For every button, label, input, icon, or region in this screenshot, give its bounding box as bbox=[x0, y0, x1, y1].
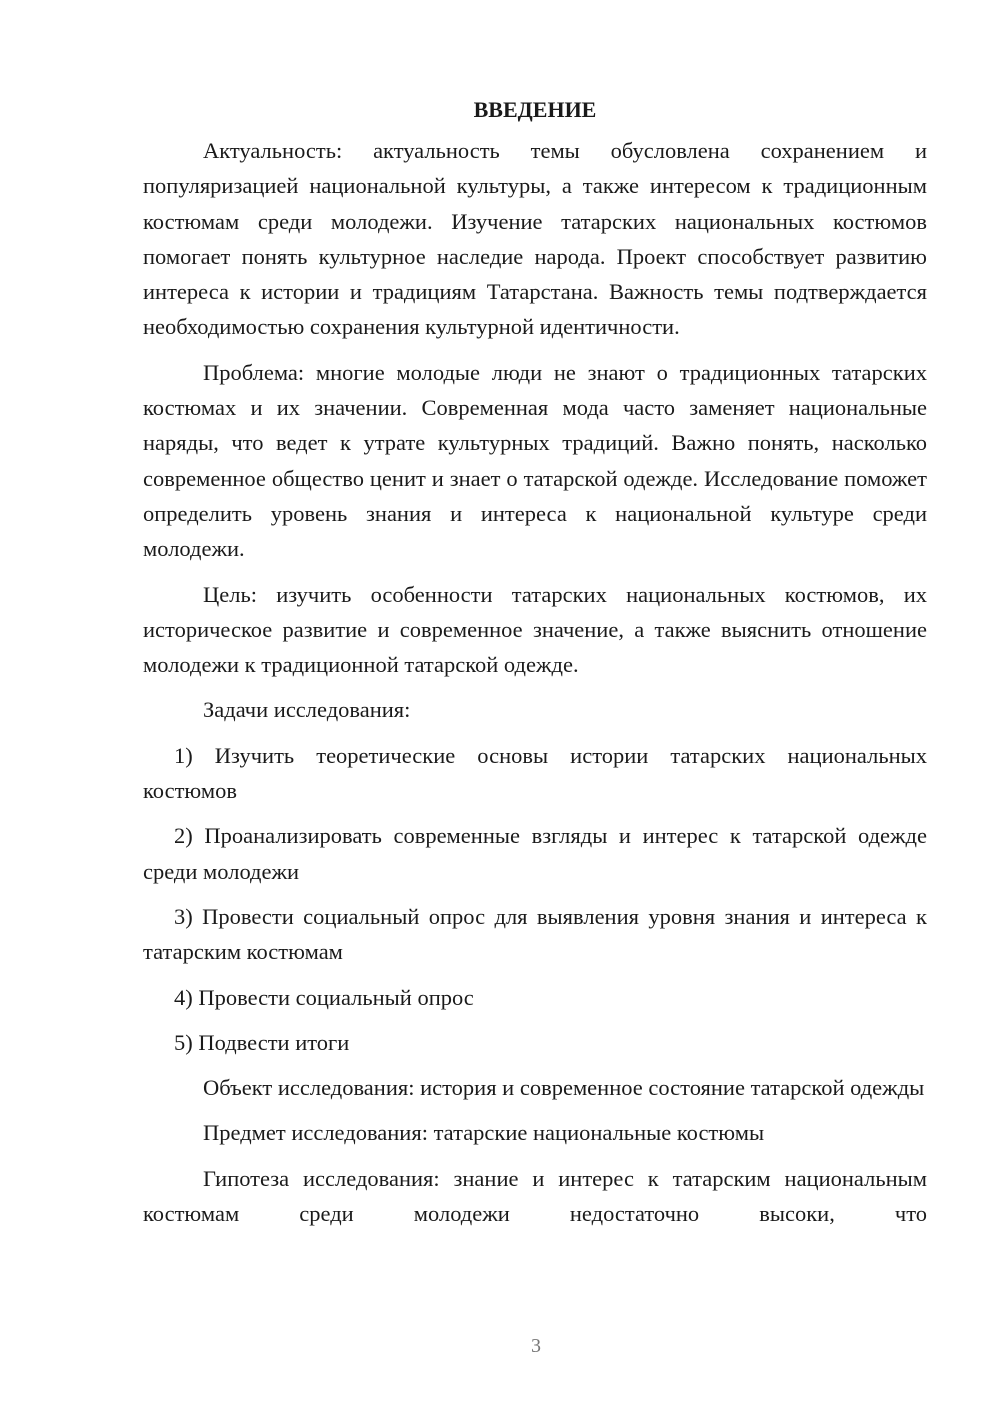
task-item-5: 5) Подвести итоги bbox=[174, 1029, 350, 1055]
goal-paragraph: Цель: изучить особенности татарских национальных костюмов, их историческое развитие и современное значение, а также выяснить отношение молодежи к традиционной татарской одежде. bbox=[143, 581, 927, 678]
task-item-2: 2) Проанализировать современные взгляды и интерес к татарской одежде среди молодежи bbox=[143, 823, 927, 884]
task-item-3: 3) Провести социальный опрос для выявления уровня знания и интереса к татарским костюмам bbox=[143, 903, 927, 965]
task-item-4: 4) Провести социальный опрос bbox=[174, 984, 474, 1010]
problem-paragraph: Проблема: многие молодые люди не знают о традиционных татарских костюмах и их значении. Современная мода часто заменяет национальные наряды, что ведет к утрате культурных традиций. Важно понять, насколько современное общество ценит и знает о татарской одежде. Исследование поможет определить уровень знания и интереса к национальной культуре среди молодежи. bbox=[143, 359, 927, 562]
document-page bbox=[143, 95, 927, 1231]
research-object-paragraph: Объект исследования: история и современное состояние татарской одежды bbox=[203, 1075, 925, 1101]
relevance-paragraph: Актуальность: актуальность темы обусловлена сохранением и популяризацией национальной культуры, а также интересом к традиционным костюмам среди молодежи. Изучение татарских национальных костюмов помогает понять культурное наследие народа. Проект способствует развитию интереса к истории и традициям Татарстана. Важность темы подтверждается необходимостью сохранения культурной идентичности. bbox=[143, 138, 927, 340]
hypothesis-paragraph: Гипотеза исследования: знание и интерес к татарским национальным костюмам среди молодежи недостаточно высоки, что bbox=[143, 1165, 927, 1227]
page-number: 3 bbox=[531, 1335, 541, 1357]
tasks-heading: Задачи исследования: bbox=[203, 697, 411, 723]
section-title: ВВЕДЕНИЕ bbox=[473, 97, 597, 122]
research-subject-paragraph: Предмет исследования: татарские национальные костюмы bbox=[203, 1120, 765, 1146]
task-item-1: 1) Изучить теоретические основы истории татарских национальных костюмов bbox=[143, 742, 927, 804]
